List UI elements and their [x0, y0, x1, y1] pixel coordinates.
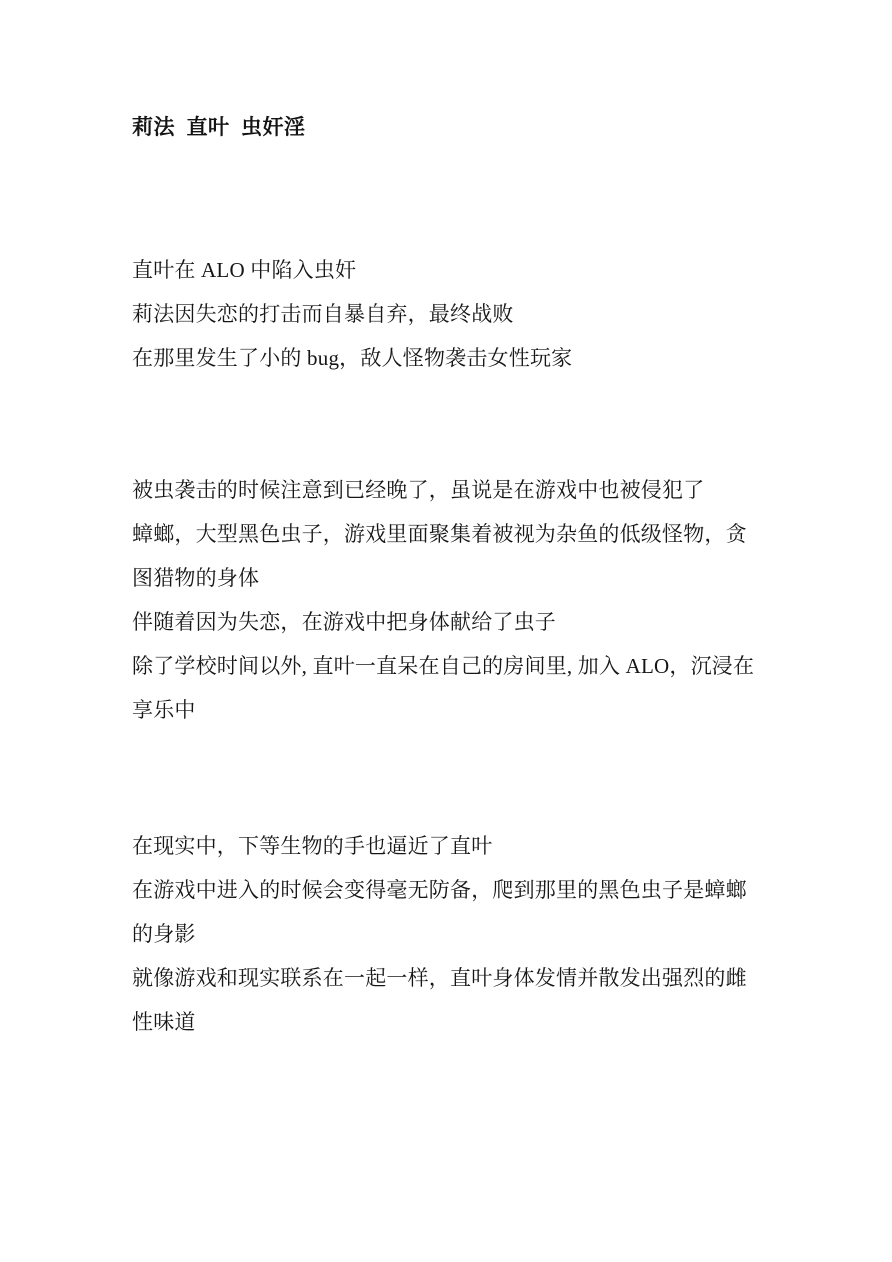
- paragraph-block-1: [132, 248, 762, 380]
- paragraph-block-2: [132, 468, 762, 732]
- paragraph-line: 莉法因失恋的打击而自暴自弃，最终战败: [132, 302, 514, 326]
- paragraph-line: 在游戏中进入的时候会变得毫无防备，爬到那里的黑色虫子是蟑螂的身影: [132, 878, 747, 946]
- paragraph-line: 在那里发生了小的 bug，敌人怪物袭击女性玩家: [132, 346, 573, 370]
- paragraph-line: 除了学校时间以外, 直叶一直呆在自己的房间里, 加入 ALO，沉浸在享乐中: [132, 654, 755, 722]
- paragraph-line: 被虫袭击的时候注意到已经晚了，虽说是在游戏中也被侵犯了: [132, 478, 705, 502]
- paragraph-line: 在现实中，下等生物的手也逼近了直叶: [132, 834, 493, 858]
- paragraph-line: 蟑螂，大型黑色虫子，游戏里面聚集着被视为杂鱼的低级怪物，贪图猎物的身体: [132, 522, 747, 590]
- block-spacer: [132, 380, 762, 468]
- paragraph-line: 直叶在 ALO 中陷入虫奸: [132, 258, 357, 282]
- title-spacer: [132, 144, 762, 248]
- paragraph-block-3: [132, 824, 762, 1044]
- block-spacer: [132, 732, 762, 824]
- page-title: 莉法 直叶 虫奸淫: [132, 115, 306, 139]
- paragraph-line: 伴随着因为失恋，在游戏中把身体献给了虫子: [132, 610, 556, 634]
- paragraph-line: 就像游戏和现实联系在一起一样，直叶身体发情并散发出强烈的雌性味道: [132, 966, 747, 1034]
